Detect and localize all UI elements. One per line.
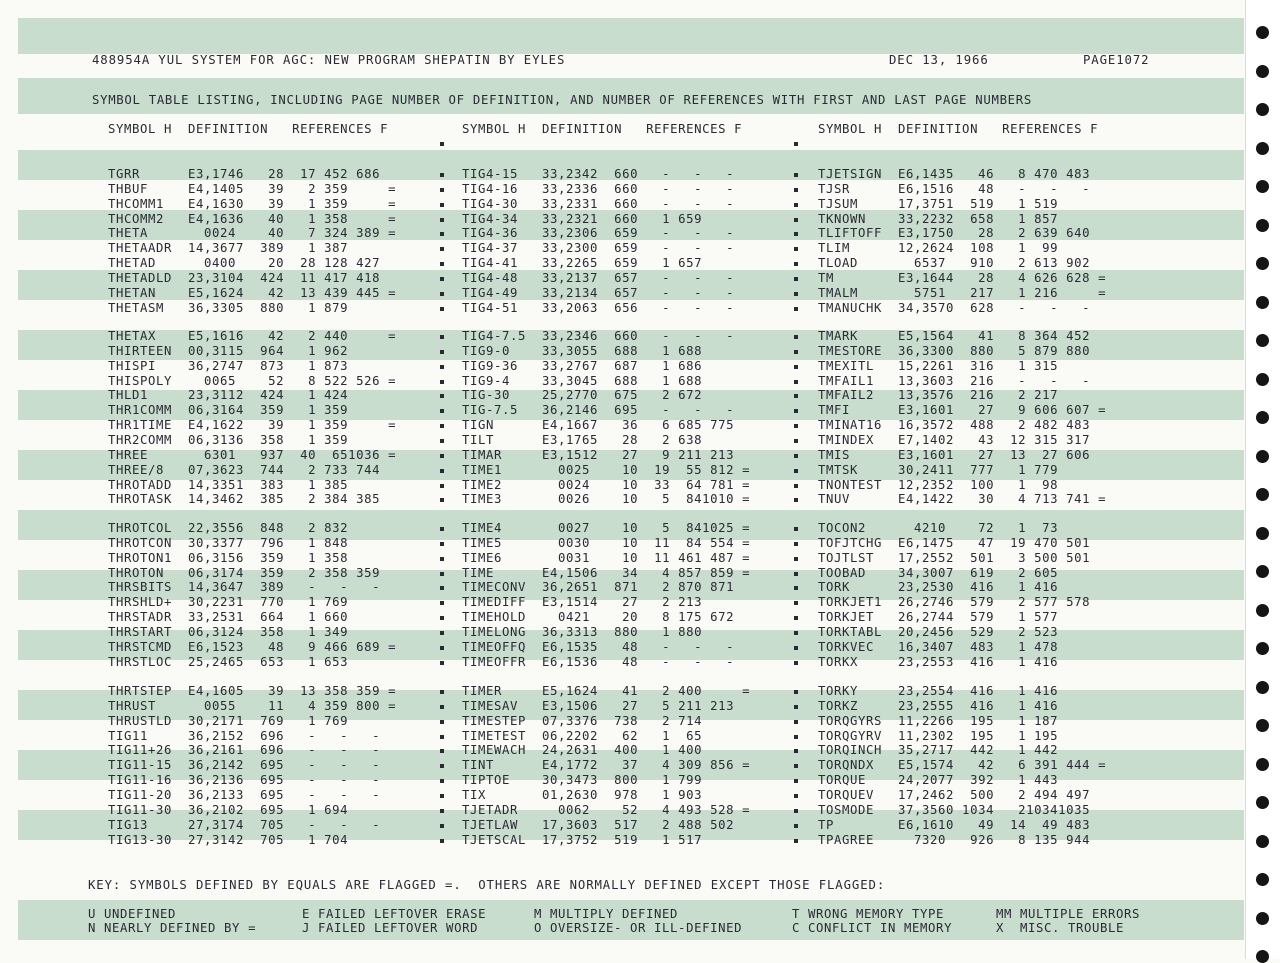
symbol-row: TIG4-41 33,2265 659 1 657: [462, 256, 759, 270]
symbol-row: TIG4-7.5 33,2346 660 - - -: [462, 329, 759, 343]
column-separator-bullet: [794, 809, 798, 813]
column-separator-bullet: [794, 188, 798, 192]
symbol-row: THREE 6301 937 40 651036 =: [108, 448, 405, 462]
column-separator-bullet: [794, 779, 798, 783]
symbol-row: THRSTADR 33,2531 664 1 660: [108, 610, 405, 624]
symbol-row: THROTCON 30,3377 796 1 848: [108, 536, 405, 550]
symbol-row: TMINDEX E7,1402 43 12 315 317: [818, 433, 1115, 447]
column-separator-bullet: [794, 631, 798, 635]
column-separator-bullet: [794, 365, 798, 369]
symbol-row: TIMAR E3,1512 27 9 211 213: [462, 448, 759, 462]
column-separator-bullet: [794, 616, 798, 620]
column-separator-bullet: [794, 572, 798, 576]
symbol-row: TMESTORE 36,3300 880 5 879 880: [818, 344, 1115, 358]
column-separator-bullet: [440, 809, 444, 813]
column-separator-bullet: [794, 601, 798, 605]
column-separator-bullet: [794, 705, 798, 709]
symbol-row: TIG9-0 33,3055 688 1 688: [462, 344, 759, 358]
symbol-row: TIMEOFFR E6,1536 48 - - -: [462, 655, 759, 669]
column-separator-bullet: [794, 335, 798, 339]
symbol-row: THROTCOL 22,3556 848 2 832: [108, 521, 405, 535]
symbol-row: THRTSTEP E4,1605 39 13 358 359 =: [108, 684, 405, 698]
symbol-row: TIMEHOLD 0421 20 8 175 672: [462, 610, 759, 624]
column-separator-bullet: [440, 247, 444, 251]
feed-hole: [1256, 488, 1269, 501]
column-separator-bullet: [440, 661, 444, 665]
column-separator-bullet: [794, 292, 798, 296]
column-separator-bullet: [440, 794, 444, 798]
key-line: KEY: SYMBOLS DEFINED BY EQUALS ARE FLAGGED =. OTHERS ARE NORMALLY DEFINED EXCEPT THOSE FLAGGED:: [88, 878, 886, 892]
symbol-row: TGRR E3,1746 28 17 452 686: [108, 167, 405, 181]
column-separator-bullet: [794, 839, 798, 843]
symbol-row: TIME6 0031 10 11 461 487 =: [462, 551, 759, 565]
symbol-row: TORQUE 24,2077 392 1 443: [818, 773, 1115, 787]
feed-hole: [1256, 103, 1269, 116]
error-code: MM MULTIPLE ERRORS: [996, 907, 1141, 921]
symbol-row: THBUF E4,1405 39 2 359 =: [108, 182, 405, 196]
symbol-row: TNUV E4,1422 30 4 713 741 =: [818, 492, 1115, 506]
symbol-row: THETADLD 23,3104 424 11 417 418: [108, 271, 405, 285]
feed-hole: [1256, 835, 1269, 848]
symbol-row: THCOMM2 E4,1636 40 1 358 =: [108, 212, 405, 226]
feed-hole: [1256, 796, 1269, 809]
error-code: E FAILED LEFTOVER ERASE: [302, 907, 487, 921]
symbol-row: TIME5 0030 10 11 84 554 =: [462, 536, 759, 550]
symbol-row: TORQUEV 17,2462 500 2 494 497: [818, 788, 1115, 802]
column-separator-bullet: [440, 380, 444, 384]
symbol-row: TIG4-34 33,2321 660 1 659: [462, 212, 759, 226]
symbol-row: TIMECONV 36,2651 871 2 870 871: [462, 580, 759, 594]
symbol-row: TMFAIL2 13,3576 216 2 217: [818, 388, 1115, 402]
symbol-row: TIMELONG 36,3313 880 1 880: [462, 625, 759, 639]
symbol-row: THRSBITS 14,3647 389 - - -: [108, 580, 405, 594]
column-separator-bullet: [794, 542, 798, 546]
column-separator-bullet: [440, 631, 444, 635]
feed-hole: [1256, 758, 1269, 771]
symbol-row: TJETSIGN E6,1435 46 8 470 483: [818, 167, 1115, 181]
symbol-row: TIG-7.5 36,2146 695 - - -: [462, 403, 759, 417]
symbol-row: THLD1 23,3112 424 1 424: [108, 388, 405, 402]
page-number: PAGE1072: [1083, 53, 1150, 67]
error-code: T WRONG MEMORY TYPE: [792, 907, 945, 921]
column-separator-bullet: [794, 232, 798, 236]
column-separator-bullet: [440, 527, 444, 531]
error-code: N NEARLY DEFINED BY =: [88, 921, 257, 935]
column-separator-bullet: [440, 439, 444, 443]
column-separator-bullet: [794, 527, 798, 531]
feed-hole: [1256, 950, 1269, 963]
column-separator-bullet: [440, 173, 444, 177]
symbol-row: TORKY 23,2554 416 1 416: [818, 684, 1115, 698]
symbol-row: TORQGYRV 11,2302 195 1 195: [818, 729, 1115, 743]
column-separator-bullet: [440, 839, 444, 843]
column-separator-bullet: [440, 557, 444, 561]
symbol-row: TIG4-16 33,2336 660 - - -: [462, 182, 759, 196]
symbol-row: TIMESTEP 07,3376 738 2 714: [462, 714, 759, 728]
symbol-row: THROTADD 14,3351 383 1 385: [108, 478, 405, 492]
column-separator-bullet: [794, 173, 798, 177]
symbol-row: TIMEOFFQ E6,1535 48 - - -: [462, 640, 759, 654]
symbol-row: TORQINCH 35,2717 442 1 442: [818, 743, 1115, 757]
feed-hole: [1256, 642, 1269, 655]
symbol-row: TMINAT16 16,3572 488 2 482 483: [818, 418, 1115, 432]
symbol-row: TIGN E4,1667 36 6 685 775: [462, 418, 759, 432]
symbol-row: TIME2 0024 10 33 64 781 =: [462, 478, 759, 492]
symbol-row: TILT E3,1765 28 2 638: [462, 433, 759, 447]
column-separator-bullet: [794, 794, 798, 798]
feed-hole: [1256, 411, 1269, 424]
column-separator-bullet: [440, 498, 444, 502]
symbol-row: TIG4-49 33,2134 657 - - -: [462, 286, 759, 300]
symbol-row: TORQGYRS 11,2266 195 1 187: [818, 714, 1115, 728]
symbol-row: TLIM 12,2624 108 1 99: [818, 241, 1115, 255]
column-separator-bullet: [440, 277, 444, 281]
symbol-row: THRUST 0055 11 4 359 800 =: [108, 699, 405, 713]
symbol-row: TOFJTCHG E6,1475 47 19 470 501: [818, 536, 1115, 550]
column-separator-bullet: [440, 394, 444, 398]
column-separator-bullet: [794, 409, 798, 413]
symbol-row: TOJTLST 17,2552 501 3 500 501: [818, 551, 1115, 565]
error-code: M MULTIPLY DEFINED: [534, 907, 679, 921]
column-header: SYMBOL H DEFINITION REFERENCES F: [108, 122, 389, 136]
symbol-row: TPAGREE 7320 926 8 135 944: [818, 833, 1115, 847]
column-separator-bullet: [794, 439, 798, 443]
column-separator-bullet: [794, 586, 798, 590]
column-separator-bullet: [440, 824, 444, 828]
symbol-row: TJETLAW 17,3603 517 2 488 502: [462, 818, 759, 832]
symbol-row: TORQNDX E5,1574 42 6 391 444 =: [818, 758, 1115, 772]
listing-date: DEC 13, 1966: [889, 53, 989, 67]
symbol-row: THR1TIME E4,1622 39 1 359 =: [108, 418, 405, 432]
column-header: SYMBOL H DEFINITION REFERENCES F: [818, 122, 1099, 136]
column-separator-bullet: [440, 646, 444, 650]
column-separator-bullet: [794, 307, 798, 311]
error-code: U UNDEFINED: [88, 907, 177, 921]
symbol-row: TIG11-15 36,2142 695 - - -: [108, 758, 405, 772]
error-code: C CONFLICT IN MEMORY: [792, 921, 953, 935]
symbol-row: TIG4-36 33,2306 659 - - -: [462, 226, 759, 240]
symbol-row: THETAN E5,1624 42 13 439 445 =: [108, 286, 405, 300]
column-separator-bullet: [440, 749, 444, 753]
symbol-row: TOSMODE 37,3560 1034 210341035: [818, 803, 1115, 817]
symbol-row: TMFAIL1 13,3603 216 - - -: [818, 374, 1115, 388]
column-separator-bullet: [794, 262, 798, 266]
column-separator-bullet: [440, 335, 444, 339]
symbol-row: TIME E4,1506 34 4 857 859 =: [462, 566, 759, 580]
symbol-row: TP E6,1610 49 14 49 483: [818, 818, 1115, 832]
feed-hole: [1256, 334, 1269, 347]
symbol-row: TORKZ 23,2555 416 1 416: [818, 699, 1115, 713]
column-separator-bullet: [794, 646, 798, 650]
column-separator-bullet: [794, 203, 798, 207]
symbol-row: TIG13-30 27,3142 705 1 704: [108, 833, 405, 847]
feed-hole: [1256, 65, 1269, 78]
column-separator-bullet: [440, 572, 444, 576]
symbol-row: TLOAD 6537 910 2 613 902: [818, 256, 1115, 270]
column-separator-bullet: [794, 424, 798, 428]
feed-hole: [1256, 26, 1269, 39]
symbol-row: TIME4 0027 10 5 841025 =: [462, 521, 759, 535]
symbol-row: THRSTCMD E6,1523 48 9 466 689 =: [108, 640, 405, 654]
symbol-row: TORK 23,2530 416 1 416: [818, 580, 1115, 594]
symbol-row: THREE/8 07,3623 744 2 733 744: [108, 463, 405, 477]
symbol-row: TMTSK 30,2411 777 1 779: [818, 463, 1115, 477]
column-header: SYMBOL H DEFINITION REFERENCES F: [462, 122, 743, 136]
feed-hole: [1256, 257, 1269, 270]
tractor-feed-margin: [1245, 0, 1280, 959]
symbol-row: TMARK E5,1564 41 8 364 452: [818, 329, 1115, 343]
symbol-row: TMEXITL 15,2261 316 1 315: [818, 359, 1115, 373]
column-separator-bullet: [794, 247, 798, 251]
symbol-row: TIG11+26 36,2161 696 - - -: [108, 743, 405, 757]
column-separator-bullet: [794, 661, 798, 665]
column-separator-bullet: [440, 218, 444, 222]
symbol-row: THR1COMM 06,3164 359 1 359: [108, 403, 405, 417]
symbol-row: THROTON1 06,3156 359 1 358: [108, 551, 405, 565]
column-separator-bullet: [794, 394, 798, 398]
symbol-row: TIG4-37 33,2300 659 - - -: [462, 241, 759, 255]
column-separator-bullet: [440, 484, 444, 488]
symbol-row: THETASM 36,3305 880 1 879: [108, 301, 405, 315]
symbol-row: THR2COMM 06,3136 358 1 359: [108, 433, 405, 447]
symbol-row: TIG9-4 33,3045 688 1 688: [462, 374, 759, 388]
symbol-row: TMALM 5751 217 1 216 =: [818, 286, 1115, 300]
column-separator-bullet: [794, 824, 798, 828]
symbol-row: TIME1 0025 10 19 55 812 =: [462, 463, 759, 477]
symbol-row: THETA 0024 40 7 324 389 =: [108, 226, 405, 240]
column-separator-bullet: [440, 601, 444, 605]
feed-hole: [1256, 373, 1269, 386]
column-separator-bullet: [440, 203, 444, 207]
symbol-row: THISPI 36,2747 873 1 873: [108, 359, 405, 373]
symbol-row: TORKX 23,2553 416 1 416: [818, 655, 1115, 669]
column-separator-bullet: [440, 188, 444, 192]
column-separator-bullet: [440, 616, 444, 620]
column-separator-bullet: [440, 690, 444, 694]
symbol-row: TIG-30 25,2770 675 2 672: [462, 388, 759, 402]
feed-hole: [1256, 450, 1269, 463]
symbol-row: TIG9-36 33,2767 687 1 686: [462, 359, 759, 373]
feed-hole: [1256, 604, 1269, 617]
column-separator-bullet: [440, 292, 444, 296]
feed-hole: [1256, 681, 1269, 694]
symbol-row: TORKJET1 26,2746 579 2 577 578: [818, 595, 1115, 609]
symbol-row: TKNOWN 33,2232 658 1 857: [818, 212, 1115, 226]
column-separator-bullet: [440, 720, 444, 724]
feed-hole: [1256, 565, 1269, 578]
symbol-row: TIMEDIFF E3,1514 27 2 213: [462, 595, 759, 609]
symbol-row: TJSUM 17,3751 519 1 519: [818, 197, 1115, 211]
column-separator-bullet: [440, 705, 444, 709]
symbol-row: TJETSCAL 17,3752 519 1 517: [462, 833, 759, 847]
column-separator-bullet: [440, 409, 444, 413]
column-separator-bullet: [794, 277, 798, 281]
column-separator-bullet: [440, 779, 444, 783]
feed-hole: [1256, 527, 1269, 540]
feed-hole: [1256, 180, 1269, 193]
symbol-row: TIMESAV E3,1506 27 5 211 213: [462, 699, 759, 713]
symbol-row: TIG11 36,2152 696 - - -: [108, 729, 405, 743]
symbol-row: THRSHLD+ 30,2231 770 1 769: [108, 595, 405, 609]
greenbar-band: [18, 18, 1244, 54]
symbol-row: THRUSTLD 30,2171 769 1 769: [108, 714, 405, 728]
symbol-row: TIMEWACH 24,2631 400 1 400: [462, 743, 759, 757]
column-separator-bullet: [794, 720, 798, 724]
column-separator-bullet: [794, 218, 798, 222]
feed-hole: [1256, 142, 1269, 155]
feed-hole: [1256, 873, 1269, 886]
column-separator-bullet: [794, 557, 798, 561]
column-separator-bullet: [440, 586, 444, 590]
symbol-row: TIME3 0026 10 5 841010 =: [462, 492, 759, 506]
symbol-row: TIX 01,2630 978 1 903: [462, 788, 759, 802]
column-separator-bullet: [440, 469, 444, 473]
feed-hole: [1256, 219, 1269, 232]
column-separator-bullet: [794, 454, 798, 458]
column-separator-bullet: [794, 380, 798, 384]
symbol-row: THIRTEEN 00,3115 964 1 962: [108, 344, 405, 358]
symbol-row: TIG11-30 36,2102 695 1 694: [108, 803, 405, 817]
column-separator-bullet: [440, 735, 444, 739]
symbol-row: THRSTART 06,3124 358 1 349: [108, 625, 405, 639]
column-separator-bullet: [440, 424, 444, 428]
column-separator-bullet: [794, 690, 798, 694]
symbol-row: THROTON 06,3174 359 2 358 359: [108, 566, 405, 580]
symbol-row: TORKVEC 16,3407 483 1 478: [818, 640, 1115, 654]
symbol-row: TORKTABL 20,2456 529 2 523: [818, 625, 1115, 639]
feed-hole: [1256, 296, 1269, 309]
column-separator-bullet: [440, 764, 444, 768]
symbol-row: TIG11-16 36,2136 695 - - -: [108, 773, 405, 787]
symbol-row: THCOMM1 E4,1630 39 1 359 =: [108, 197, 405, 211]
symbol-row: TIMER E5,1624 41 2 400 =: [462, 684, 759, 698]
symbol-row: THRSTLOC 25,2465 653 1 653: [108, 655, 405, 669]
error-code: J FAILED LEFTOVER WORD: [302, 921, 479, 935]
symbol-row: TIPTOE 30,3473 800 1 799: [462, 773, 759, 787]
column-separator-bullet: [794, 142, 798, 146]
symbol-row: TIG11-20 36,2133 695 - - -: [108, 788, 405, 802]
symbol-row: TMFI E3,1601 27 9 606 607 =: [818, 403, 1115, 417]
symbol-row: TJSR E6,1516 48 - - -: [818, 182, 1115, 196]
column-separator-bullet: [440, 142, 444, 146]
symbol-row: TORKJET 26,2744 579 1 577: [818, 610, 1115, 624]
column-separator-bullet: [794, 498, 798, 502]
column-separator-bullet: [440, 262, 444, 266]
column-separator-bullet: [440, 232, 444, 236]
listing-subtitle: SYMBOL TABLE LISTING, INCLUDING PAGE NUMBER OF DEFINITION, AND NUMBER OF REFERENCES WITH FIRST AND LAST PAGE NUMBERS: [92, 93, 1032, 107]
column-separator-bullet: [794, 350, 798, 354]
error-code: O OVERSIZE- OR ILL-DEFINED: [534, 921, 743, 935]
symbol-row: TNONTEST 12,2352 100 1 98: [818, 478, 1115, 492]
error-code: X MISC. TROUBLE: [996, 921, 1125, 935]
column-separator-bullet: [440, 307, 444, 311]
symbol-row: TIG4-51 33,2063 656 - - -: [462, 301, 759, 315]
symbol-row: TIMETEST 06,2202 62 1 65: [462, 729, 759, 743]
symbol-row: TOCON2 4210 72 1 73: [818, 521, 1115, 535]
feed-hole: [1256, 719, 1269, 732]
listing-title: 488954A YUL SYSTEM FOR AGC: NEW PROGRAM SHEPATIN BY EYLES: [92, 53, 566, 67]
symbol-row: TJETADR 0062 52 4 493 528 =: [462, 803, 759, 817]
column-separator-bullet: [794, 735, 798, 739]
symbol-row: THROTASK 14,3462 385 2 384 385: [108, 492, 405, 506]
symbol-row: THETAD 0400 20 28 128 427: [108, 256, 405, 270]
column-separator-bullet: [794, 749, 798, 753]
feed-hole: [1256, 912, 1269, 925]
symbol-row: THETAX E5,1616 42 2 440 =: [108, 329, 405, 343]
symbol-row: THISPOLY 0065 52 8 522 526 =: [108, 374, 405, 388]
column-separator-bullet: [794, 764, 798, 768]
column-separator-bullet: [440, 542, 444, 546]
symbol-row: TIG13 27,3174 705 - - -: [108, 818, 405, 832]
column-separator-bullet: [440, 350, 444, 354]
symbol-row: TIG4-30 33,2331 660 - - -: [462, 197, 759, 211]
symbol-row: THETAADR 14,3677 389 1 387: [108, 241, 405, 255]
symbol-row: TMANUCHK 34,3570 628 - - -: [818, 301, 1115, 315]
symbol-row: TIG4-48 33,2137 657 - - -: [462, 271, 759, 285]
column-separator-bullet: [794, 484, 798, 488]
symbol-row: TLIFTOFF E3,1750 28 2 639 640: [818, 226, 1115, 240]
symbol-row: TM E3,1644 28 4 626 628 =: [818, 271, 1115, 285]
column-separator-bullet: [440, 454, 444, 458]
symbol-row: TOOBAD 34,3007 619 2 605: [818, 566, 1115, 580]
symbol-row: TINT E4,1772 37 4 309 856 =: [462, 758, 759, 772]
symbol-row: TMIS E3,1601 27 13 27 606: [818, 448, 1115, 462]
column-separator-bullet: [794, 469, 798, 473]
column-separator-bullet: [440, 365, 444, 369]
symbol-row: TIG4-15 33,2342 660 - - -: [462, 167, 759, 181]
